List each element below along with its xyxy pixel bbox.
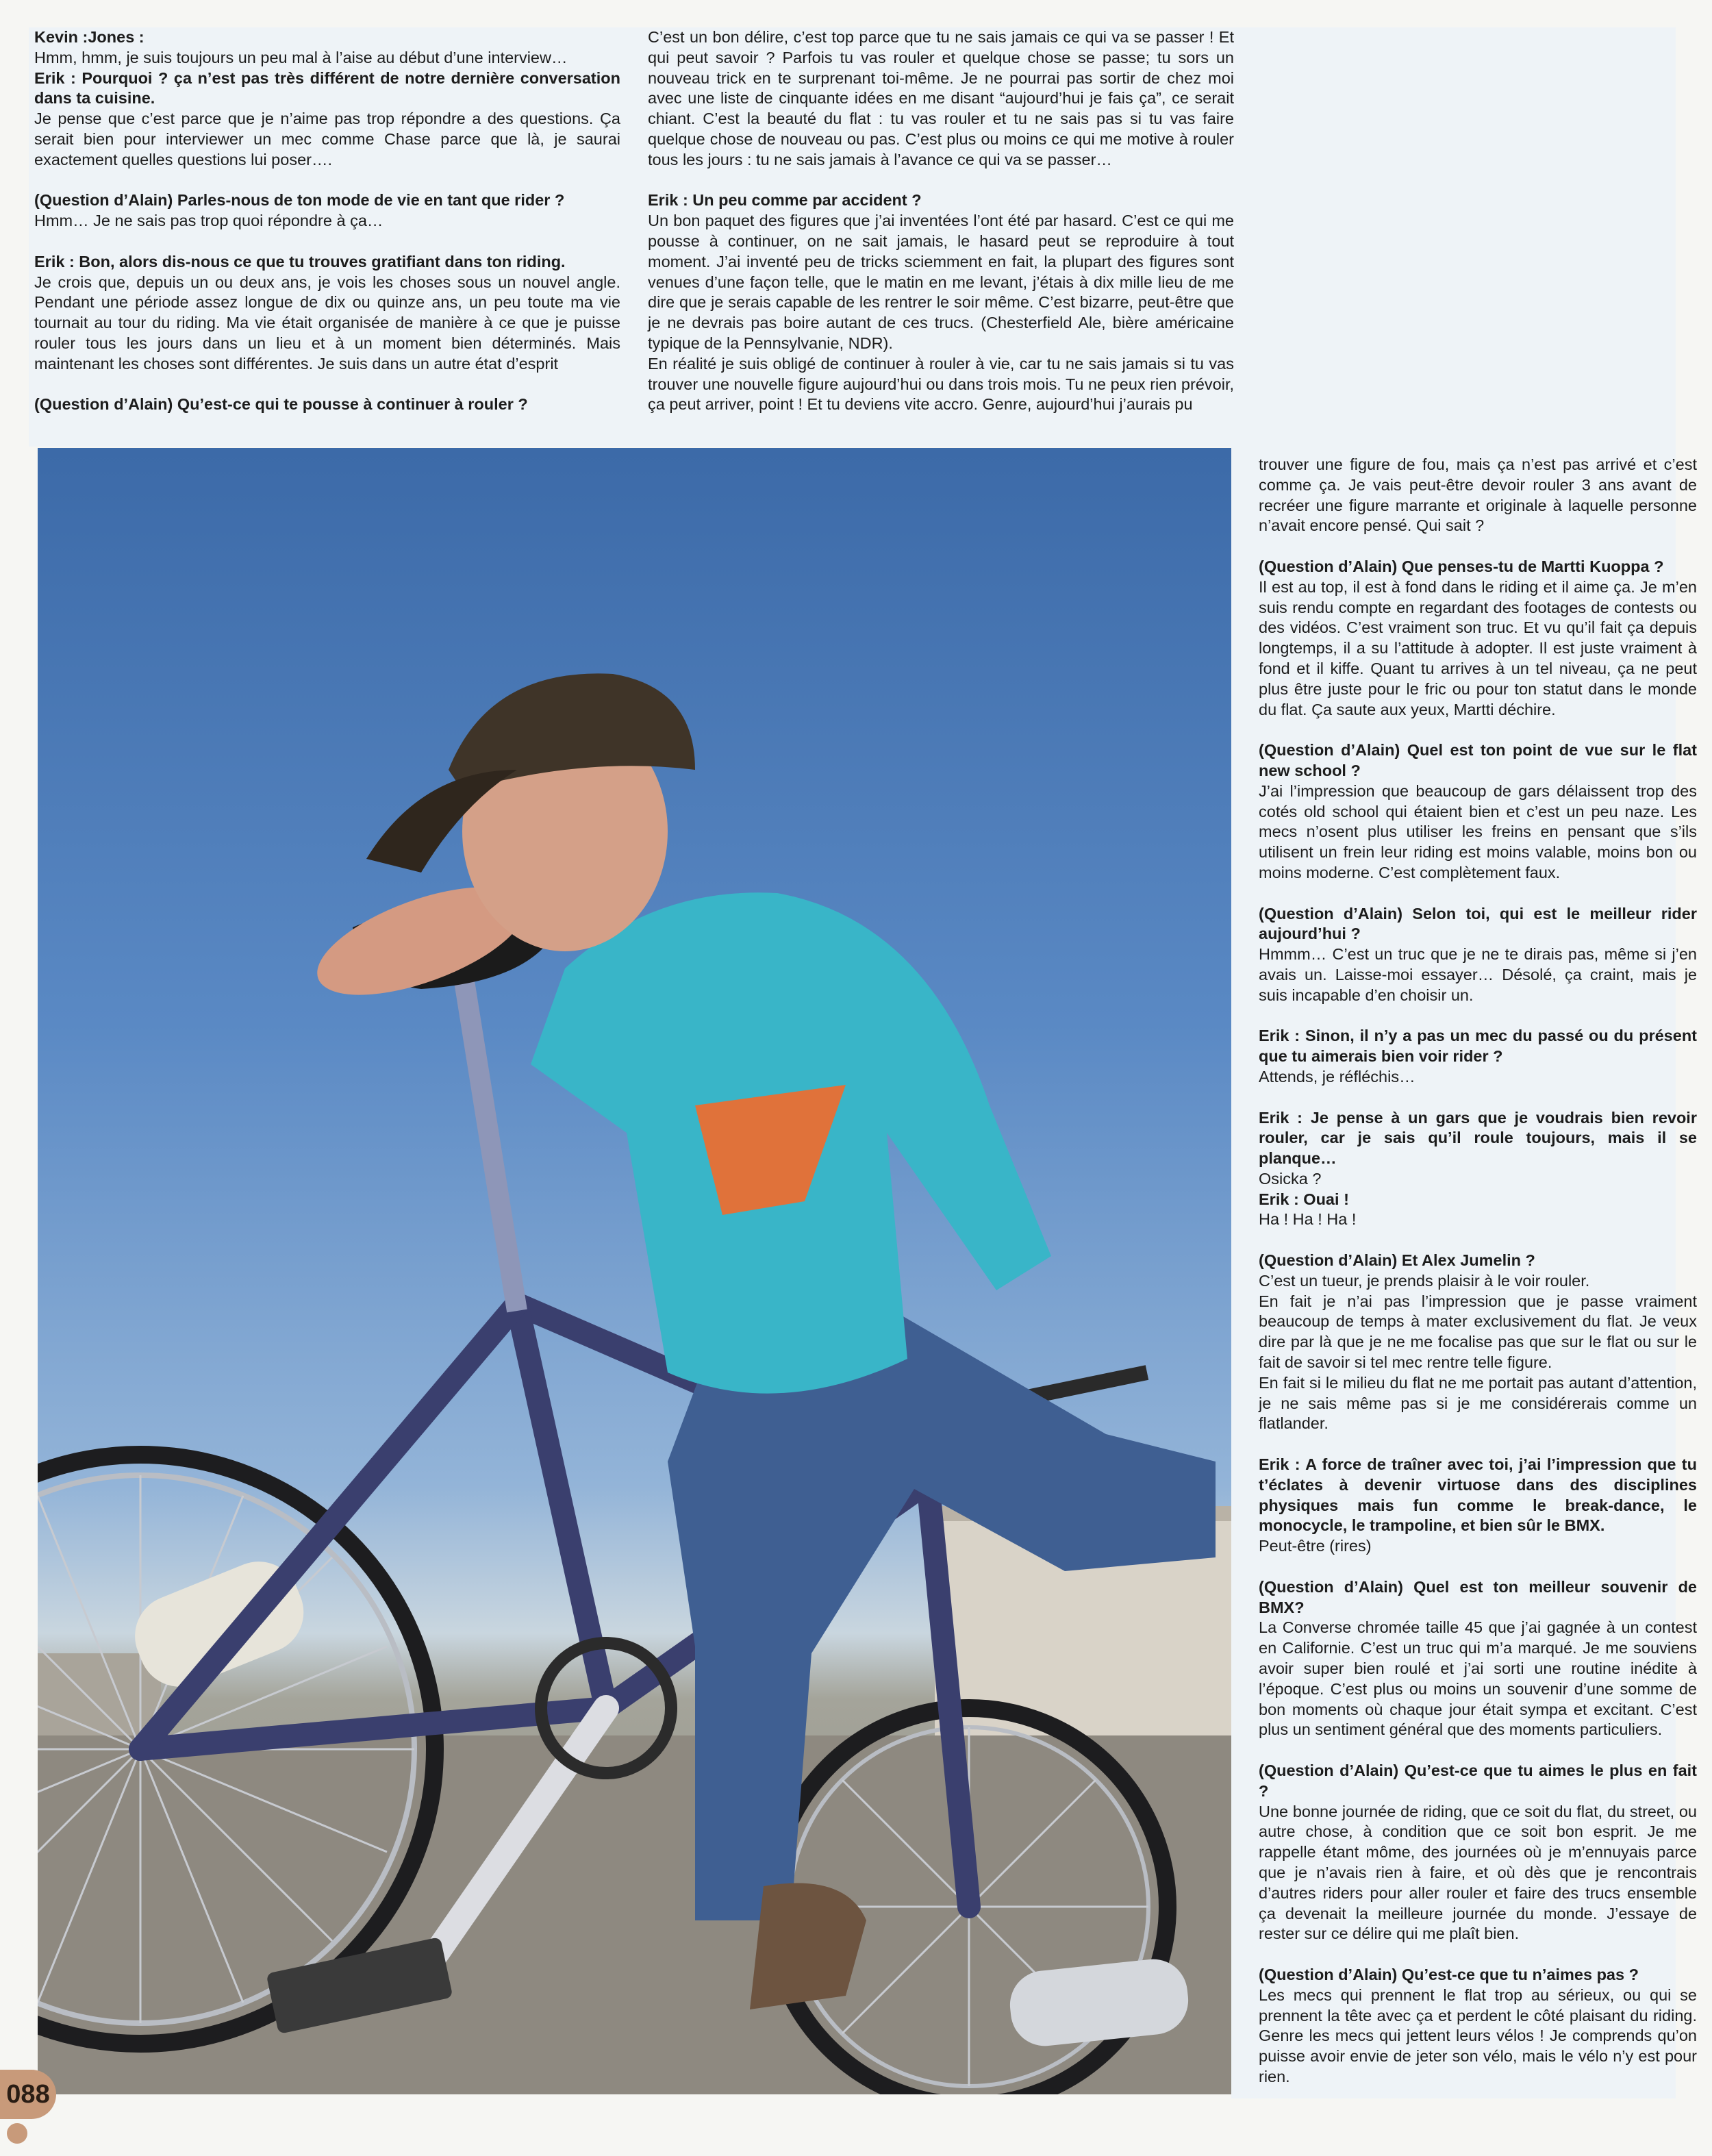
text-block [34,252,620,375]
answer-text: Une bonne journée de riding, que ce soit du flat, du street, ou autre chose, à condition que ce soit bon esprit. Je me rappelle étant môme, des journées où je m’ennuyais parce que je n’avais rien à faire, et où dès que je rencontrais d’autres riders pour aller rouler et faire des trucs ensemble ça devenait la meilleure journée du monde. J’essaye de rester sur ce délire qui me plaît bien. [1259,1802,1697,1943]
question-text: Erik : Ouai ! [1259,1190,1349,1208]
text-block [1259,1577,1697,1740]
seat-post [462,968,517,1311]
question-text: (Question d’Alain) Quel est ton point de vue sur le flat new school ? [1259,741,1697,779]
question-text: (Question d’Alain) Qu’est-ce qui te pousse à continuer à rouler ? [34,395,528,414]
question-text: (Question d’Alain) Selon toi, qui est le meilleur rider aujourd’hui ? [1259,904,1697,943]
question-text: Erik : Sinon, il n’y a pas un mec du passé ou du présent que tu aimerais bien voir rider ? [1259,1027,1697,1066]
text-column-middle [648,27,1234,436]
answer-text: Je pense que c’est parce que je n’aime pas trop répondre a des questions. Ça serait bien pour interviewer un mec comme Chase parce que là, je saurai exactement quelles questions lui poser…. [34,110,620,168]
rider-photo [38,448,1231,2094]
answer-text: En fait je n’ai pas l’impression que je passe vraiment beaucoup de temps à mater exclusivement du flat. Je veux dire par là que je ne me focalise pas que sur le flat ou sur le fait de savoir si tel mec rentre telle figure. [1259,1292,1697,1372]
answer-text: Osicka ? [1259,1169,1322,1188]
answer-text: J’ai l’impression que beaucoup de gars délaissent trop des cotés old school qui étaient bien et c’est un peu naze. Les mecs n’osent plus utiliser les freins en pensant que s’ils utilisent un frein leur riding est moins valable, moins bon ou moins moderne. C’est complètement faux. [1259,781,1697,881]
page-number: 088 [0,2070,56,2119]
answer-text: Les mecs qui prennent le flat trop au sérieux, ou qui se prennent la tête avec ça et perdent le côté plaisant du riding. Genre les mecs qui jettent leurs vélos ! Je comprends qu’on puisse avoir envie de jeter son vélo, mais le vélo n’y est pour rien. [1259,1985,1697,2085]
answer-text: C’est un tueur, je prends plaisir à le voir rouler. [1259,1271,1590,1290]
answer-text: La Converse chromée taille 45 que j’ai gagnée à un contest en Californie. C’est un truc qui m’a marqué. Je me souviens avoir super bien roulé et j’ai sorti une routine inédite à l’époque. C’est plus ou moins un souvenir d’une somme de bon moments où chaque jour était sympa et excitant. C’est plus un sentiment général que des moments particuliers. [1259,1618,1697,1739]
question-text: (Question d’Alain) Qu’est-ce que tu aimes le plus en fait ? [1259,1762,1697,1800]
question-text: (Question d’Alain) Et Alex Jumelin ? [1259,1251,1535,1270]
text-block [648,190,1234,415]
answer-text: Hmm, hmm, je suis toujours un peu mal à l’aise au début d’une interview… [34,48,568,66]
text-block [34,394,620,415]
text-block [1259,557,1697,720]
text-block [1259,1108,1697,1231]
text-block [34,27,620,171]
answer-text: trouver une figure de fou, mais ça n’est pas arrivé et c’est comme ça. Je vais peut-être devoir rouler 3 ans avant de recréer une figure marrante et originale à laquelle personne n’avait encore pensé. Qui sait ? [1259,455,1697,535]
answer-text: Hmm… Je ne sais pas trop quoi répondre à ça… [34,212,383,230]
text-block [1259,1026,1697,1087]
text-block [648,27,1234,171]
page-tab-mark [7,2123,27,2144]
text-block [1259,1455,1697,1557]
answer-text: Ha ! Ha ! Ha ! [1259,1210,1357,1229]
answer-text: En réalité je suis obligé de continuer à rouler à vie, car tu ne sais jamais si tu vas trouver une nouvelle figure aujourd’hui ou dans trois mois. Tu ne peux rien prévoir, ça peut arriver, point ! Et tu deviens vite accro. Genre, aujourd’hui j’aurais pu [648,354,1234,414]
text-block [34,190,620,231]
text-block [1259,904,1697,1006]
answer-text: Un bon paquet des figures que j’ai inventées l’ont été par hasard. C’est ce qui me pousse à continuer, on ne sait jamais, le hasard peut se reproduire à tout moment. J’ai inventé peu de tricks sciemment en fait, la plupart des figures sont venues d’une façon telle, que le matin en me levant, j’étais à dix mille lieu de me dire que je serais capable de les rentrer le soir même. C’est bizarre, peut-être que je ne devrais pas boire autant de ces trucs. (Chesterfield Ale, bière américaine typique de la Pennsylvanie, NDR). [648,212,1234,352]
text-block [1259,1965,1697,2088]
question-text: (Question d’Alain) Qu’est-ce que tu n’aimes pas ? [1259,1965,1639,1983]
answer-text: Attends, je réfléchis… [1259,1067,1415,1086]
question-text: Erik : Bon, alors dis-nous ce que tu trouves gratifiant dans ton riding. [34,252,566,271]
text-column-left [34,27,620,436]
answer-text: Je crois que, depuis un ou deux ans, je vois les choses sous un nouvel angle. Pendant une période assez longue de dix ou quinze ans, un peu toute ma vie tournait au tour du riding. Ma vie était organisée de manière à ce que je puisse rouler tous les jours dans un lieu et à un moment bien déterminés. Mais maintenant les choses sont différentes. Je suis dans un autre état d’esprit [34,273,620,373]
question-text: Erik : Pourquoi ? ça n’est pas très différent de notre dernière conversation dans ta cuisine. [34,68,620,108]
question-text: Erik : Je pense à un gars que je voudrais bien revoir rouler, car je sais qu’il roule toujours, mais il se planque… [1259,1108,1697,1168]
question-text: Kevin :Jones : [34,28,144,46]
text-column-right [1259,455,1697,2108]
answer-text: Hmmm… C’est un truc que je ne te dirais pas, même si j’en avais un. Laisse-moi essayer… Désolé, ça craint, mais je suis incapable d’en choisir un. [1259,945,1697,1004]
text-block [1259,1251,1697,1434]
text-block [1259,455,1697,536]
question-text: (Question d’Alain) Quel est ton meilleur souvenir de BMX? [1259,1577,1697,1616]
text-block [1259,740,1697,883]
answer-text: Il est au top, il est à fond dans le riding et il aime ça. Je m’en suis rendu compte en regardant des footages de contests ou des vidéos. C’est vraiment son truc. Et vu qu’il fait ça depuis longtemps, il a su l’attitude à adopter. Il est juste vraiment à fond et il kiffe. Quant tu arrives à un tel niveau, ça ne peut plus être juste pour le fric ou pour ton statut dans le monde du flat. Ça saute aux yeux, Martti déchire. [1259,577,1697,718]
question-text: Erik : Un peu comme par accident ? [648,191,922,210]
question-text: (Question d’Alain) Parles-nous de ton mode de vie en tant que rider ? [34,191,565,210]
question-text: (Question d’Alain) Que penses-tu de Martti Kuoppa ? [1259,557,1664,575]
answer-text: C’est un bon délire, c’est top parce que tu ne sais jamais ce qui va se passer ! Et qui peut savoir ? Parfois tu vas rouler et quelque chose se passe; tu sors un nouveau trick en te surprenant toi-même. Je ne pourrai pas sortir de chez moi avec une liste de cinquante idées en me disant “aujourd’hui je fais ça”, ce serait chiant. C’est la beauté du flat : tu vas rouler et tu ne sais pas si tu vas faire quelque chose de nouveau ou pas. C’est plus ou moins ce qui me motive à rouler tous les jours : tu ne sais jamais à l’avance ce qui va se passer… [648,28,1234,168]
answer-text: En fait si le milieu du flat ne me portait pas autant d’attention, je ne sais même pas si je me considérerais comme un flatlander. [1259,1373,1697,1433]
question-text: Erik : A force de traîner avec toi, j’ai l’impression que tu t’éclates à devenir virtuose dans des disciplines physiques mais fun comme le break-dance, le monocycle, le trampoline, et bien sûr le BMX. [1259,1455,1697,1535]
answer-text: Peut-être (rires) [1259,1537,1372,1555]
text-block [1259,1761,1697,1944]
